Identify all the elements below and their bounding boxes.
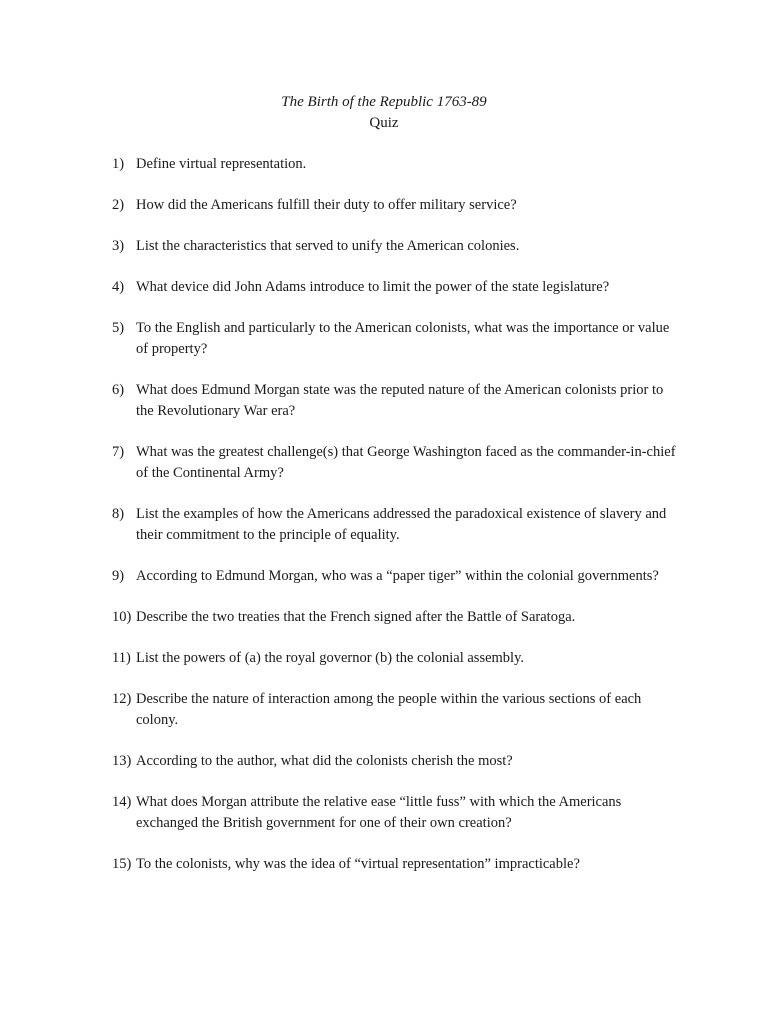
question-item	[112, 154, 682, 175]
question-text: Describe the nature of interaction among the people within the various sections of each colony.	[136, 691, 642, 728]
question-text: What does Morgan attribute the relative ease “little fuss” with which the Americans exchanged the British government for one of their own creation?	[136, 794, 622, 831]
question-item	[112, 689, 682, 731]
question-text: What device did John Adams introduce to limit the power of the state legislature?	[136, 279, 610, 295]
question-text: To the English and particularly to the American colonists, what was the importance or value of property?	[136, 320, 670, 357]
question-text: What was the greatest challenge(s) that George Washington faced as the commander-in-chief of the Continental Army?	[136, 444, 676, 481]
question-item	[112, 277, 682, 298]
document-subtitle: Quiz	[369, 115, 399, 131]
question-number: 14)	[112, 794, 132, 810]
question-number: 7)	[112, 444, 125, 460]
question-item	[112, 566, 682, 587]
question-item	[112, 648, 682, 669]
question-text: What does Edmund Morgan state was the reputed nature of the American colonists prior to the Revolutionary War era?	[136, 382, 664, 419]
question-item	[112, 792, 682, 834]
question-number: 5)	[112, 320, 125, 336]
question-number: 10)	[112, 609, 132, 625]
question-text: List the characteristics that served to unify the American colonies.	[136, 238, 520, 254]
document-title: The Birth of the Republic 1763-89	[281, 94, 487, 110]
question-item	[112, 607, 682, 628]
question-text: To the colonists, why was the idea of “virtual representation” impracticable?	[136, 856, 580, 872]
question-number: 13)	[112, 753, 132, 769]
question-item	[112, 751, 682, 772]
question-number: 3)	[112, 238, 125, 254]
question-text: According to Edmund Morgan, who was a “paper tiger” within the colonial governments?	[136, 568, 659, 584]
question-number: 6)	[112, 382, 125, 398]
question-text: Describe the two treaties that the French signed after the Battle of Saratoga.	[136, 609, 576, 625]
question-text: List the powers of (a) the royal governor (b) the colonial assembly.	[136, 650, 525, 666]
question-text: List the examples of how the Americans addressed the paradoxical existence of slavery and their commitment to the principle of equality.	[136, 506, 667, 543]
question-list	[112, 154, 682, 895]
question-number: 2)	[112, 197, 125, 213]
question-number: 1)	[112, 156, 125, 172]
question-item	[112, 318, 682, 360]
question-number: 9)	[112, 568, 125, 584]
question-text: How did the Americans fulfill their duty to offer military service?	[136, 197, 517, 213]
question-item	[112, 195, 682, 216]
question-item	[112, 380, 682, 422]
question-text: According to the author, what did the colonists cherish the most?	[136, 753, 513, 769]
question-item	[112, 854, 682, 875]
question-number: 11)	[112, 650, 131, 666]
question-item	[112, 504, 682, 546]
question-number: 8)	[112, 506, 125, 522]
question-number: 15)	[112, 856, 132, 872]
question-item	[112, 442, 682, 484]
question-text: Define virtual representation.	[136, 156, 307, 172]
question-item	[112, 236, 682, 257]
question-number: 12)	[112, 691, 132, 707]
question-number: 4)	[112, 279, 125, 295]
